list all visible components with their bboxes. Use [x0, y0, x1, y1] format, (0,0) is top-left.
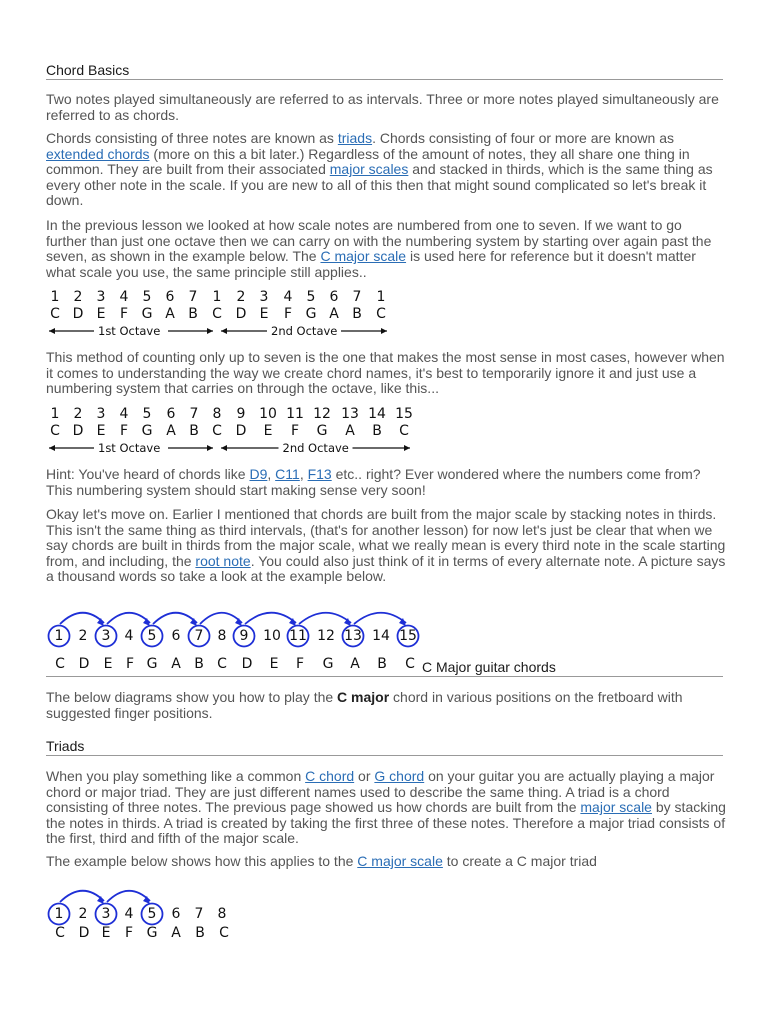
third-arc: [60, 613, 104, 624]
scale-degree-number: 9: [239, 628, 249, 644]
note-name: C: [219, 925, 229, 941]
scale-degree-number: 5: [142, 406, 152, 422]
first-octave-label: 1st Octave: [98, 324, 161, 338]
scale-degree-number: 3: [96, 289, 106, 305]
c-major-bold: C major: [337, 689, 390, 705]
text: . You could also just think of it in terms of every alternate note. A picture says a thousand words so take a look at the example below.: [46, 552, 726, 584]
note-name: D: [235, 306, 247, 322]
c-major-scale-link-2[interactable]: C major scale: [357, 853, 443, 869]
note-name: C: [217, 656, 227, 672]
note-name: C: [50, 306, 60, 322]
note-name: G: [322, 656, 334, 672]
scale-degree-number: 10: [263, 628, 281, 644]
d9-link[interactable]: D9: [249, 466, 268, 482]
scale-degree-number: 1: [50, 406, 60, 422]
note-name: F: [283, 306, 293, 322]
triad-example-paragraph: [46, 854, 726, 870]
note-name: B: [352, 306, 362, 322]
arrow-head-left: [49, 445, 55, 451]
text: (more on this a bit later.) Regardless of the amount of notes, they all share one thing in common. They are built from their associated: [46, 145, 690, 177]
note-name: A: [171, 656, 181, 672]
text: etc.. right? Ever wondered where the numbers come from? This numbering system should start making sense very soon!: [46, 466, 701, 498]
scale-degree-number: 11: [289, 628, 307, 644]
root-note-link[interactable]: root note: [195, 552, 251, 569]
scale-degree-number: 3: [96, 406, 106, 422]
scale-degree-number: 8: [217, 906, 227, 922]
note-name: B: [195, 925, 205, 941]
c-major-scale-link[interactable]: C major scale: [320, 248, 407, 264]
scale-degree-number: 1: [50, 289, 60, 305]
note-name: B: [194, 656, 204, 672]
scale-degree-number: 4: [283, 289, 293, 305]
note-name: E: [259, 306, 269, 322]
scale-degree-number: 2: [73, 406, 83, 422]
note-name: A: [345, 423, 355, 439]
c-chord-link[interactable]: C chord: [305, 768, 355, 784]
arrow-head-left: [221, 328, 227, 334]
note-name: A: [329, 306, 339, 322]
scale-degree-number: 7: [188, 289, 198, 305]
note-name: G: [141, 423, 153, 439]
note-name: B: [372, 423, 382, 439]
scale-degree-number: 5: [142, 289, 152, 305]
note-name: F: [119, 423, 129, 439]
text: by stacking the notes in thirds. A triad is created by taking the first three of these notes. Therefore a major triad consists of the first, third and fifth of the major scale.: [46, 799, 726, 846]
scale-degree-number: 3: [101, 906, 111, 922]
note-name: E: [269, 656, 279, 672]
triads-explanation-paragraph: [46, 769, 726, 847]
text: ,: [299, 466, 308, 482]
note-name: C: [50, 423, 60, 439]
g-chord-link[interactable]: G chord: [374, 768, 425, 784]
scale-degree-number: 6: [166, 406, 176, 422]
text: ,: [267, 466, 276, 482]
arrow-head-right: [381, 328, 387, 334]
note-name: E: [263, 423, 273, 439]
scale-degree-number: 12: [313, 406, 331, 422]
scale-degree-number: 13: [341, 406, 359, 422]
diagram-graphics: [0, 0, 1, 1]
note-name: C: [399, 423, 409, 439]
note-name: D: [235, 423, 247, 439]
second-octave-label: 2nd Octave: [282, 441, 349, 455]
numbering-paragraph: [46, 218, 726, 280]
section-heading-triads: Triads: [46, 738, 723, 756]
scale-degree-number: 5: [147, 906, 157, 922]
scale-degree-number: 3: [101, 628, 111, 644]
text: Hint: You've heard of chords like: [46, 466, 250, 482]
scale-degree-number: 13: [344, 628, 362, 644]
note-name: C: [55, 925, 65, 941]
text: to create a C major triad: [442, 853, 597, 869]
scale-degree-number: 5: [147, 628, 157, 644]
note-name: C: [376, 306, 386, 322]
scale-degree-number: 1: [54, 906, 64, 922]
scale-degree-number: 1: [212, 289, 222, 305]
scale-degree-number: 7: [352, 289, 362, 305]
section-heading-c-major-guitar-chords: C Major guitar chords: [422, 659, 556, 675]
scale-degree-number: 3: [259, 289, 269, 305]
first-octave-label: 1st Octave: [98, 441, 161, 455]
third-arc: [245, 613, 296, 624]
c11-link[interactable]: C11: [275, 466, 300, 482]
third-arc: [354, 613, 406, 624]
note-name: E: [96, 306, 106, 322]
triads-link[interactable]: triads: [337, 130, 373, 146]
hint-paragraph: [46, 467, 726, 498]
text: When you play something like a common: [46, 768, 306, 784]
note-name: G: [316, 423, 328, 439]
scale-degree-number: 7: [194, 628, 204, 644]
text: The below diagrams show you how to play the: [46, 689, 338, 705]
scale-degree-number: 6: [171, 628, 181, 644]
note-name: F: [290, 423, 300, 439]
third-arc: [107, 891, 150, 902]
arrow-head-right: [207, 328, 213, 334]
note-name: F: [119, 306, 129, 322]
note-name: G: [146, 925, 158, 941]
scale-degree-number: 4: [119, 406, 129, 422]
note-name: E: [96, 423, 106, 439]
text: The example below shows how this applies to the: [46, 853, 358, 869]
arrow-head-left: [221, 445, 227, 451]
note-name: E: [103, 656, 113, 672]
thirds-paragraph: [46, 507, 726, 585]
note-name: A: [166, 423, 176, 439]
scale-degree-number: 4: [124, 906, 134, 922]
scale-degree-number: 4: [124, 628, 134, 644]
scale-degree-number: 6: [165, 289, 175, 305]
arrow-head-left: [49, 328, 55, 334]
scale-degree-number: 6: [329, 289, 339, 305]
note-name: F: [125, 656, 135, 672]
counting-paragraph: This method of counting only up to seven is the one that makes the most sense in most cases, however when it comes to understanding the way we create chord names, it's best to temporarily ignore it and just use a numbering system that carries on through the octave, like this...: [46, 349, 725, 396]
section-heading-chord-basics: Chord Basics: [46, 62, 723, 80]
note-name: A: [165, 306, 175, 322]
note-name: C: [212, 423, 222, 439]
major-scales-link[interactable]: major scales: [329, 161, 409, 177]
scale-degree-number: 2: [73, 289, 83, 305]
note-name: D: [72, 306, 84, 322]
scale-degree-number: 5: [306, 289, 316, 305]
note-name: B: [189, 423, 199, 439]
scale-degree-number: 2: [236, 289, 246, 305]
note-name: F: [124, 925, 134, 941]
note-name: A: [350, 656, 360, 672]
third-arc: [299, 613, 351, 624]
scale-degree-number: 7: [194, 906, 204, 922]
text: and stacked in thirds, which is the same thing as every other note in the scale. If you are new to all of this then that might sound complicated so let's break it down.: [46, 161, 713, 208]
third-arc: [107, 613, 150, 624]
divider: [46, 676, 723, 677]
note-name: D: [78, 656, 90, 672]
scale-degree-number: 2: [78, 906, 88, 922]
scale-degree-number: 15: [395, 406, 413, 422]
scale-degree-number: 8: [212, 406, 222, 422]
note-name: G: [305, 306, 317, 322]
arrow-head-right: [404, 445, 410, 451]
text: on your guitar you are actually playing a major chord or major triad. They are just different names used to describe the same thing. A triad is a chord consisting of three notes. The previous page showed us how chords are built from the: [46, 768, 715, 815]
note-name: C: [212, 306, 222, 322]
note-name: B: [188, 306, 198, 322]
note-name: F: [295, 656, 305, 672]
scale-degree-number: 14: [368, 406, 386, 422]
third-arc: [153, 613, 197, 624]
second-octave-label: 2nd Octave: [271, 324, 338, 338]
extended-chords-link[interactable]: extended chords: [46, 145, 150, 162]
scale-degree-number: 14: [372, 628, 390, 644]
scale-degree-number: 11: [286, 406, 304, 422]
arrow-head-right: [207, 445, 213, 451]
scale-degree-number: 12: [317, 628, 335, 644]
text: In the previous lesson we looked at how scale notes are numbered from one to seven. If we want to go further than just one octave then we can carry on with the numbering system by starting over again past the seven, as shown in the example below. The: [46, 217, 712, 264]
note-name: C: [55, 656, 65, 672]
scale-degree-number: 15: [399, 628, 417, 644]
major-scale-link[interactable]: major scale: [580, 799, 652, 815]
scale-degree-number: 2: [78, 628, 88, 644]
third-arc: [60, 891, 104, 902]
text: is used here for reference but it doesn't matter what scale you use, the same principle still applies..: [46, 248, 696, 280]
text: chord in various positions on the fretboard with suggested finger positions.: [46, 689, 683, 721]
text: Okay let's move on. Earlier I mentioned that chords are built from the major scale by stacking notes in thirds. This isn't the same thing as third intervals, (that's for another lesson) for now let's just be clear that when we say chords are built in thirds from the major scale, what we really mean is every third note in the scale starting from, and including, the: [46, 506, 726, 569]
text: . Chords consisting of four or more are known as: [372, 130, 674, 146]
scale-degree-number: 6: [171, 906, 181, 922]
scale-degree-number: 1: [54, 628, 64, 644]
note-name: E: [101, 925, 111, 941]
c-major-intro-paragraph: [46, 690, 726, 721]
text: or: [354, 768, 375, 784]
note-name: D: [72, 423, 84, 439]
note-name: G: [146, 656, 158, 672]
triads-paragraph: [46, 131, 726, 209]
note-name: A: [171, 925, 181, 941]
scale-degree-number: 8: [217, 628, 227, 644]
scale-degree-number: 1: [376, 289, 386, 305]
intro-paragraph: Two notes played simultaneously are referred to as intervals. Three or more notes played simultaneously are referred to as chords.: [46, 91, 719, 123]
scale-degree-number: 4: [119, 289, 129, 305]
scale-degree-number: 9: [236, 406, 246, 422]
f13-link[interactable]: F13: [307, 466, 332, 482]
scale-degree-number: 7: [189, 406, 199, 422]
note-name: D: [78, 925, 90, 941]
scale-degree-number: 10: [259, 406, 277, 422]
note-name: B: [377, 656, 387, 672]
note-name: D: [241, 656, 253, 672]
note-name: G: [141, 306, 153, 322]
text: Chords consisting of three notes are known as: [46, 130, 338, 146]
note-name: C: [405, 656, 415, 672]
